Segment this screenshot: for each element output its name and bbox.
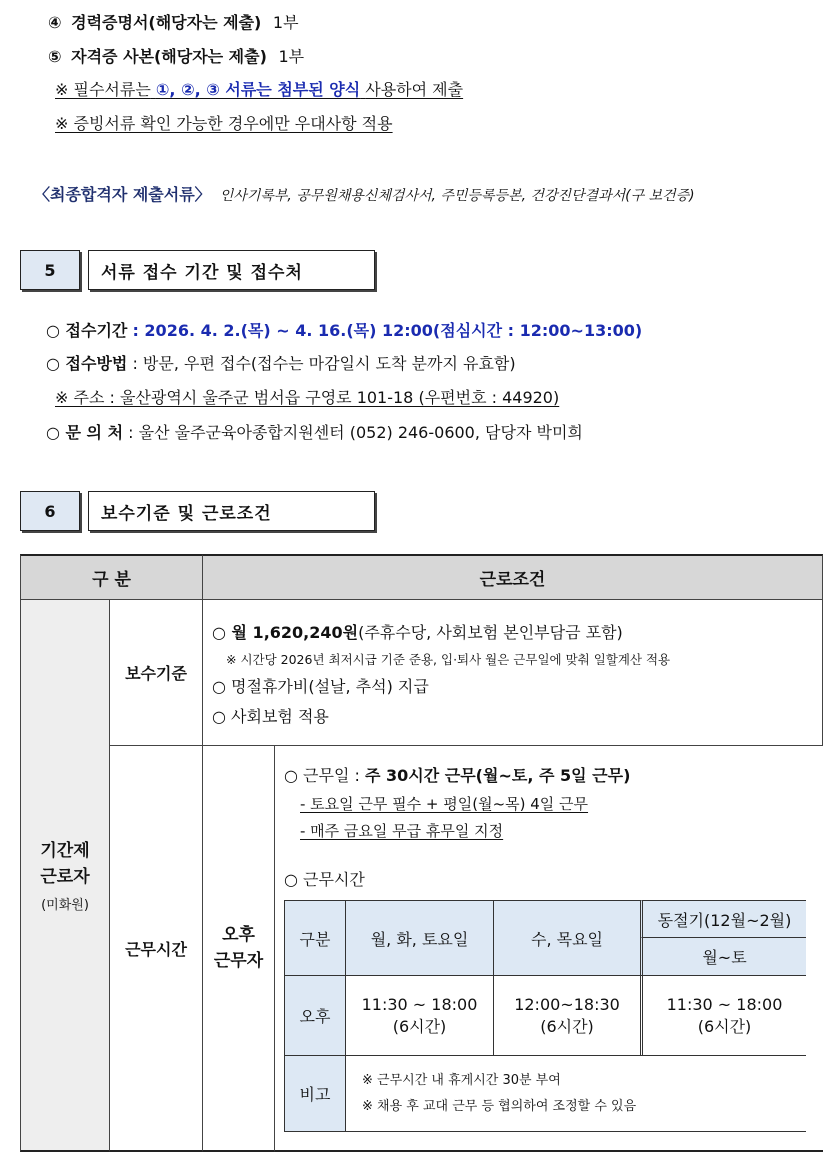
note1-prefix: ※ 필수서류는: [55, 80, 151, 99]
hours-label-cell: [109, 745, 203, 1152]
sched-cell-col3: [640, 975, 806, 1056]
sched-cell-col2: [493, 975, 641, 1056]
final-docs-line: [34, 182, 695, 205]
sched-row-label: 오후: [284, 975, 346, 1056]
contact-info: [46, 420, 583, 443]
worker-type-line2: 근로자: [40, 866, 90, 887]
shift-cell: [202, 745, 275, 1152]
sched-header-div: 구분: [284, 900, 346, 976]
sched-note1: ※ 근무시간 내 휴게시간 30분 부여: [362, 1072, 561, 1088]
contact-value: : 울산 울주군육아종합지원센터 (052) 246-0600, 담당자 박미희: [128, 423, 583, 442]
sched-col2-time: 12:00~18:30: [514, 994, 620, 1014]
workdays-value: 주 30시간 근무(월~토, 주 5일 근무): [365, 766, 631, 785]
circled-number-4: ④: [48, 13, 62, 32]
doc-item-4: [48, 10, 299, 33]
sched-header-col1: 월, 화, 토요일: [345, 900, 494, 976]
submission-method: [46, 351, 516, 374]
final-docs-label: 〈최종합격자 제출서류〉: [34, 185, 211, 204]
schedule-table: [284, 900, 806, 1132]
pay-label-cell: [109, 599, 203, 746]
sched-header-col2: 수, 목요일: [493, 900, 641, 976]
section-6-number: 6: [20, 491, 80, 531]
pay-line2: ○ 명절휴가비(설날, 추석) 지급: [212, 677, 429, 696]
pay-amount: ○ 월 1,620,240원: [212, 623, 359, 642]
shift-line2: 근무자: [213, 951, 264, 971]
period-label: ○ 접수기간: [46, 321, 128, 340]
worker-type-cell: [20, 599, 110, 1152]
section-5-title: 서류 접수 기간 및 접수처: [88, 250, 375, 290]
workdays-sub2: - 매주 금요일 무급 휴무일 지정: [300, 822, 504, 840]
workdays-sub1: [300, 793, 588, 814]
sched-col3-duration: (6시간): [697, 1016, 752, 1036]
sched-note2: ※ 채용 후 교대 근무 등 협의하여 조정할 수 있음: [362, 1098, 637, 1114]
section-6-title: 보수기준 및 근로조건: [88, 491, 375, 531]
submission-address: ※ 주소 : 울산광역시 울주군 범서읍 구영로 101-18 (우편번호 : 44920): [55, 388, 560, 407]
pay-label: 보수기준: [125, 664, 187, 683]
sched-note-cell: [345, 1055, 806, 1132]
workdays-line: [284, 763, 630, 786]
contact-label: ○ 문 의 처: [46, 423, 124, 442]
note1-highlight: ①, ②, ③ 서류는 첨부된 양식: [155, 80, 361, 99]
sched-note-label: 비고: [284, 1055, 346, 1132]
pay-note: ※ 시간당 2026년 최저시급 기준 준용, 입·퇴사 월은 근무일에 맞춰 일할계산 적용: [226, 652, 671, 667]
hours-label: 근무시간: [125, 939, 187, 959]
method-label: ○ 접수방법: [46, 354, 128, 373]
doc-item-4-count: 1부: [272, 13, 299, 32]
doc-item-5: [48, 44, 304, 67]
sched-header-col3-top: 동절기(12월~2월): [640, 900, 806, 938]
note1-suffix: 사용하여 제출: [365, 80, 464, 99]
workdays-label: ○ 근무일 :: [284, 766, 360, 785]
header-conditions: 근로조건: [202, 554, 823, 600]
sched-cell-col1: [345, 975, 494, 1056]
worker-type-sub: (미화원): [41, 897, 89, 913]
shift-line1: 오후: [222, 925, 255, 945]
pay-line1: [212, 620, 623, 643]
circled-number-5: ⑤: [48, 47, 62, 66]
period-value: : 2026. 4. 2.(목) ~ 4. 16.(목) 12:00(점심시간 : 12:00~13:00): [132, 321, 643, 340]
sched-header-col3-bottom: 월~토: [640, 937, 806, 976]
worker-type-line1: 기간제: [40, 840, 90, 861]
pay-line3: ○ 사회보험 적용: [212, 707, 329, 726]
doc-item-5-text: 자격증 사본(해당자는 제출): [71, 47, 267, 66]
final-docs-text: 인사기록부, 공무원채용신체검사서, 주민등록등본, 건강진단결과서(구 보건증): [219, 188, 695, 204]
workdays-sub1-text: - 토요일 근무 필수 + 평일(월~목) 4일 근무: [300, 795, 589, 813]
sched-col3-time: 11:30 ~ 18:00: [666, 994, 783, 1014]
sched-col1-time: 11:30 ~ 18:00: [361, 994, 478, 1014]
doc-item-4-text: 경력증명서(해당자는 제출): [71, 13, 262, 32]
evidence-note: ※ 증빙서류 확인 가능한 경우에만 우대사항 적용: [55, 114, 393, 133]
required-docs-note: [55, 77, 463, 100]
header-category: 구 분: [20, 554, 203, 600]
sched-col1-duration: (6시간): [392, 1016, 447, 1036]
pay-amount-detail: (주휴수당, 사회보험 본인부담금 포함): [358, 623, 623, 642]
work-time-label: ○ 근무시간: [284, 870, 365, 889]
section-5-number: 5: [20, 250, 80, 290]
sched-col2-duration: (6시간): [540, 1016, 594, 1036]
submission-period: [46, 318, 642, 341]
doc-item-5-count: 1부: [278, 47, 305, 66]
method-value: : 방문, 우편 접수(접수는 마감일시 도착 분까지 유효함): [132, 354, 516, 373]
